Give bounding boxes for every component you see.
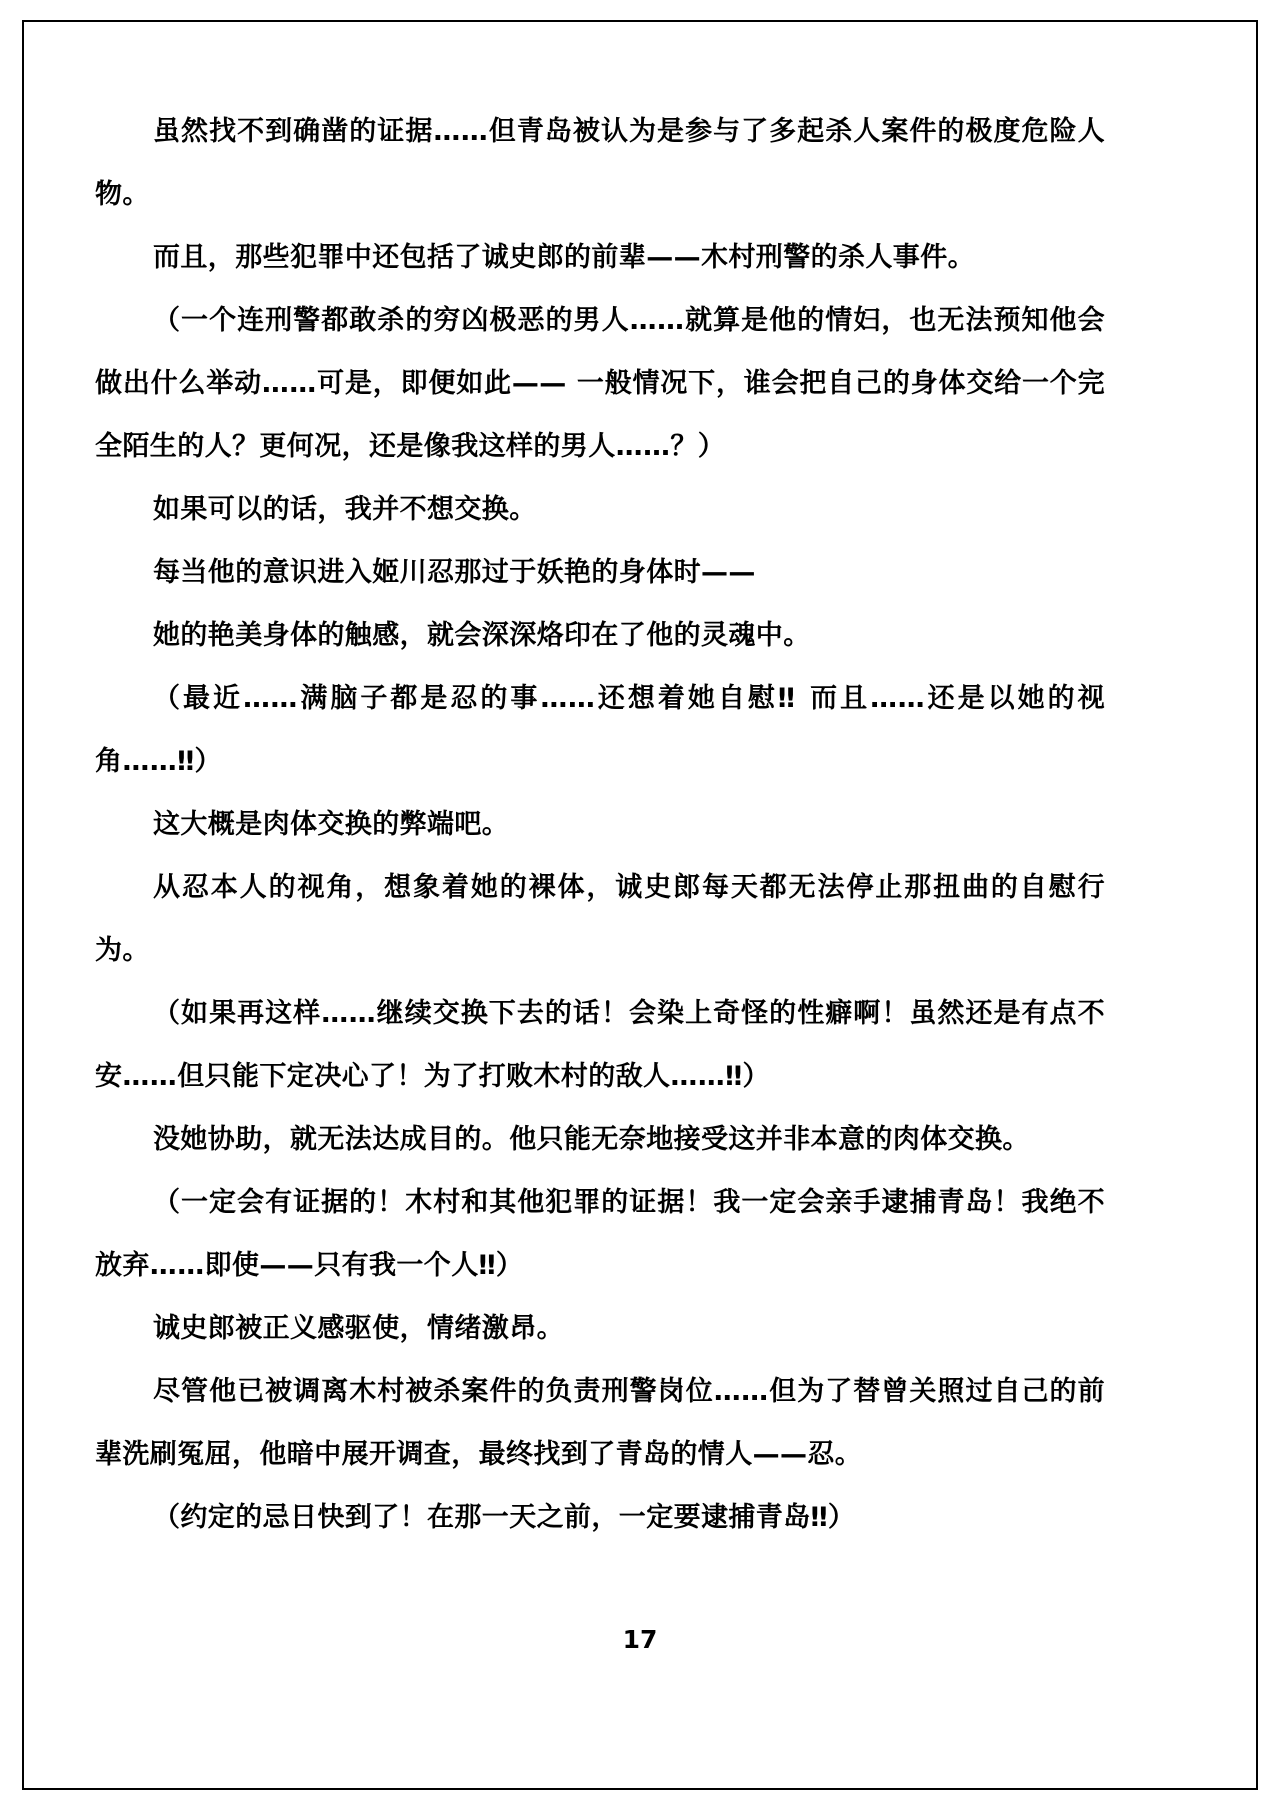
paragraph: 这大概是肉体交换的弊端吧。 <box>153 809 510 840</box>
paragraph: 而且，那些犯罪中还包括了诚史郎的前辈——木村刑警的杀人事件。 <box>153 242 975 273</box>
page-text-body <box>95 100 1105 1549</box>
paragraph: （最近……满脑子都是忍的事……还想着她自慰‼ 而且……还是以她的视角……‼） <box>95 683 1105 777</box>
paragraph: 她的艳美身体的触感，就会深深烙印在了他的灵魂中。 <box>153 620 811 651</box>
paragraph: 尽管他已被调离木村被杀案件的负责刑警岗位……但为了替曾关照过自己的前辈洗刷冤屈，他暗中展开调查，最终找到了青岛的情人——忍。 <box>95 1376 1105 1470</box>
paragraph: 诚史郎被正义感驱使，情绪激昂。 <box>153 1313 564 1344</box>
paragraph: 如果可以的话，我并不想交换。 <box>153 494 537 525</box>
paragraph: （一个连刑警都敢杀的穷凶极恶的男人……就算是他的情妇，也无法预知他会做出什么举动……可是，即便如此—— 一般情况下，谁会把自己的身体交给一个完全陌生的人？更何况，还是像我这样的男人……？） <box>95 305 1105 462</box>
paragraph: 每当他的意识进入姬川忍那过于妖艳的身体时—— <box>153 557 756 588</box>
paragraph: 从忍本人的视角，想象着她的裸体，诚史郎每天都无法停止那扭曲的自慰行为。 <box>95 872 1105 966</box>
paragraph: 虽然找不到确凿的证据……但青岛被认为是参与了多起杀人案件的极度危险人物。 <box>95 116 1105 210</box>
paragraph: （一定会有证据的！木村和其他犯罪的证据！我一定会亲手逮捕青岛！我绝不放弃……即使——只有我一个人‼） <box>95 1187 1105 1281</box>
paragraph: （约定的忌日快到了！在那一天之前，一定要逮捕青岛‼） <box>153 1502 856 1533</box>
page-number: 17 <box>622 1625 658 1654</box>
paragraph: （如果再这样……继续交换下去的话！会染上奇怪的性癖啊！虽然还是有点不安……但只能下定决心了！为了打败木村的敌人……‼） <box>95 998 1105 1092</box>
paragraph: 没她协助，就无法达成目的。他只能无奈地接受这并非本意的肉体交换。 <box>153 1124 1030 1155</box>
